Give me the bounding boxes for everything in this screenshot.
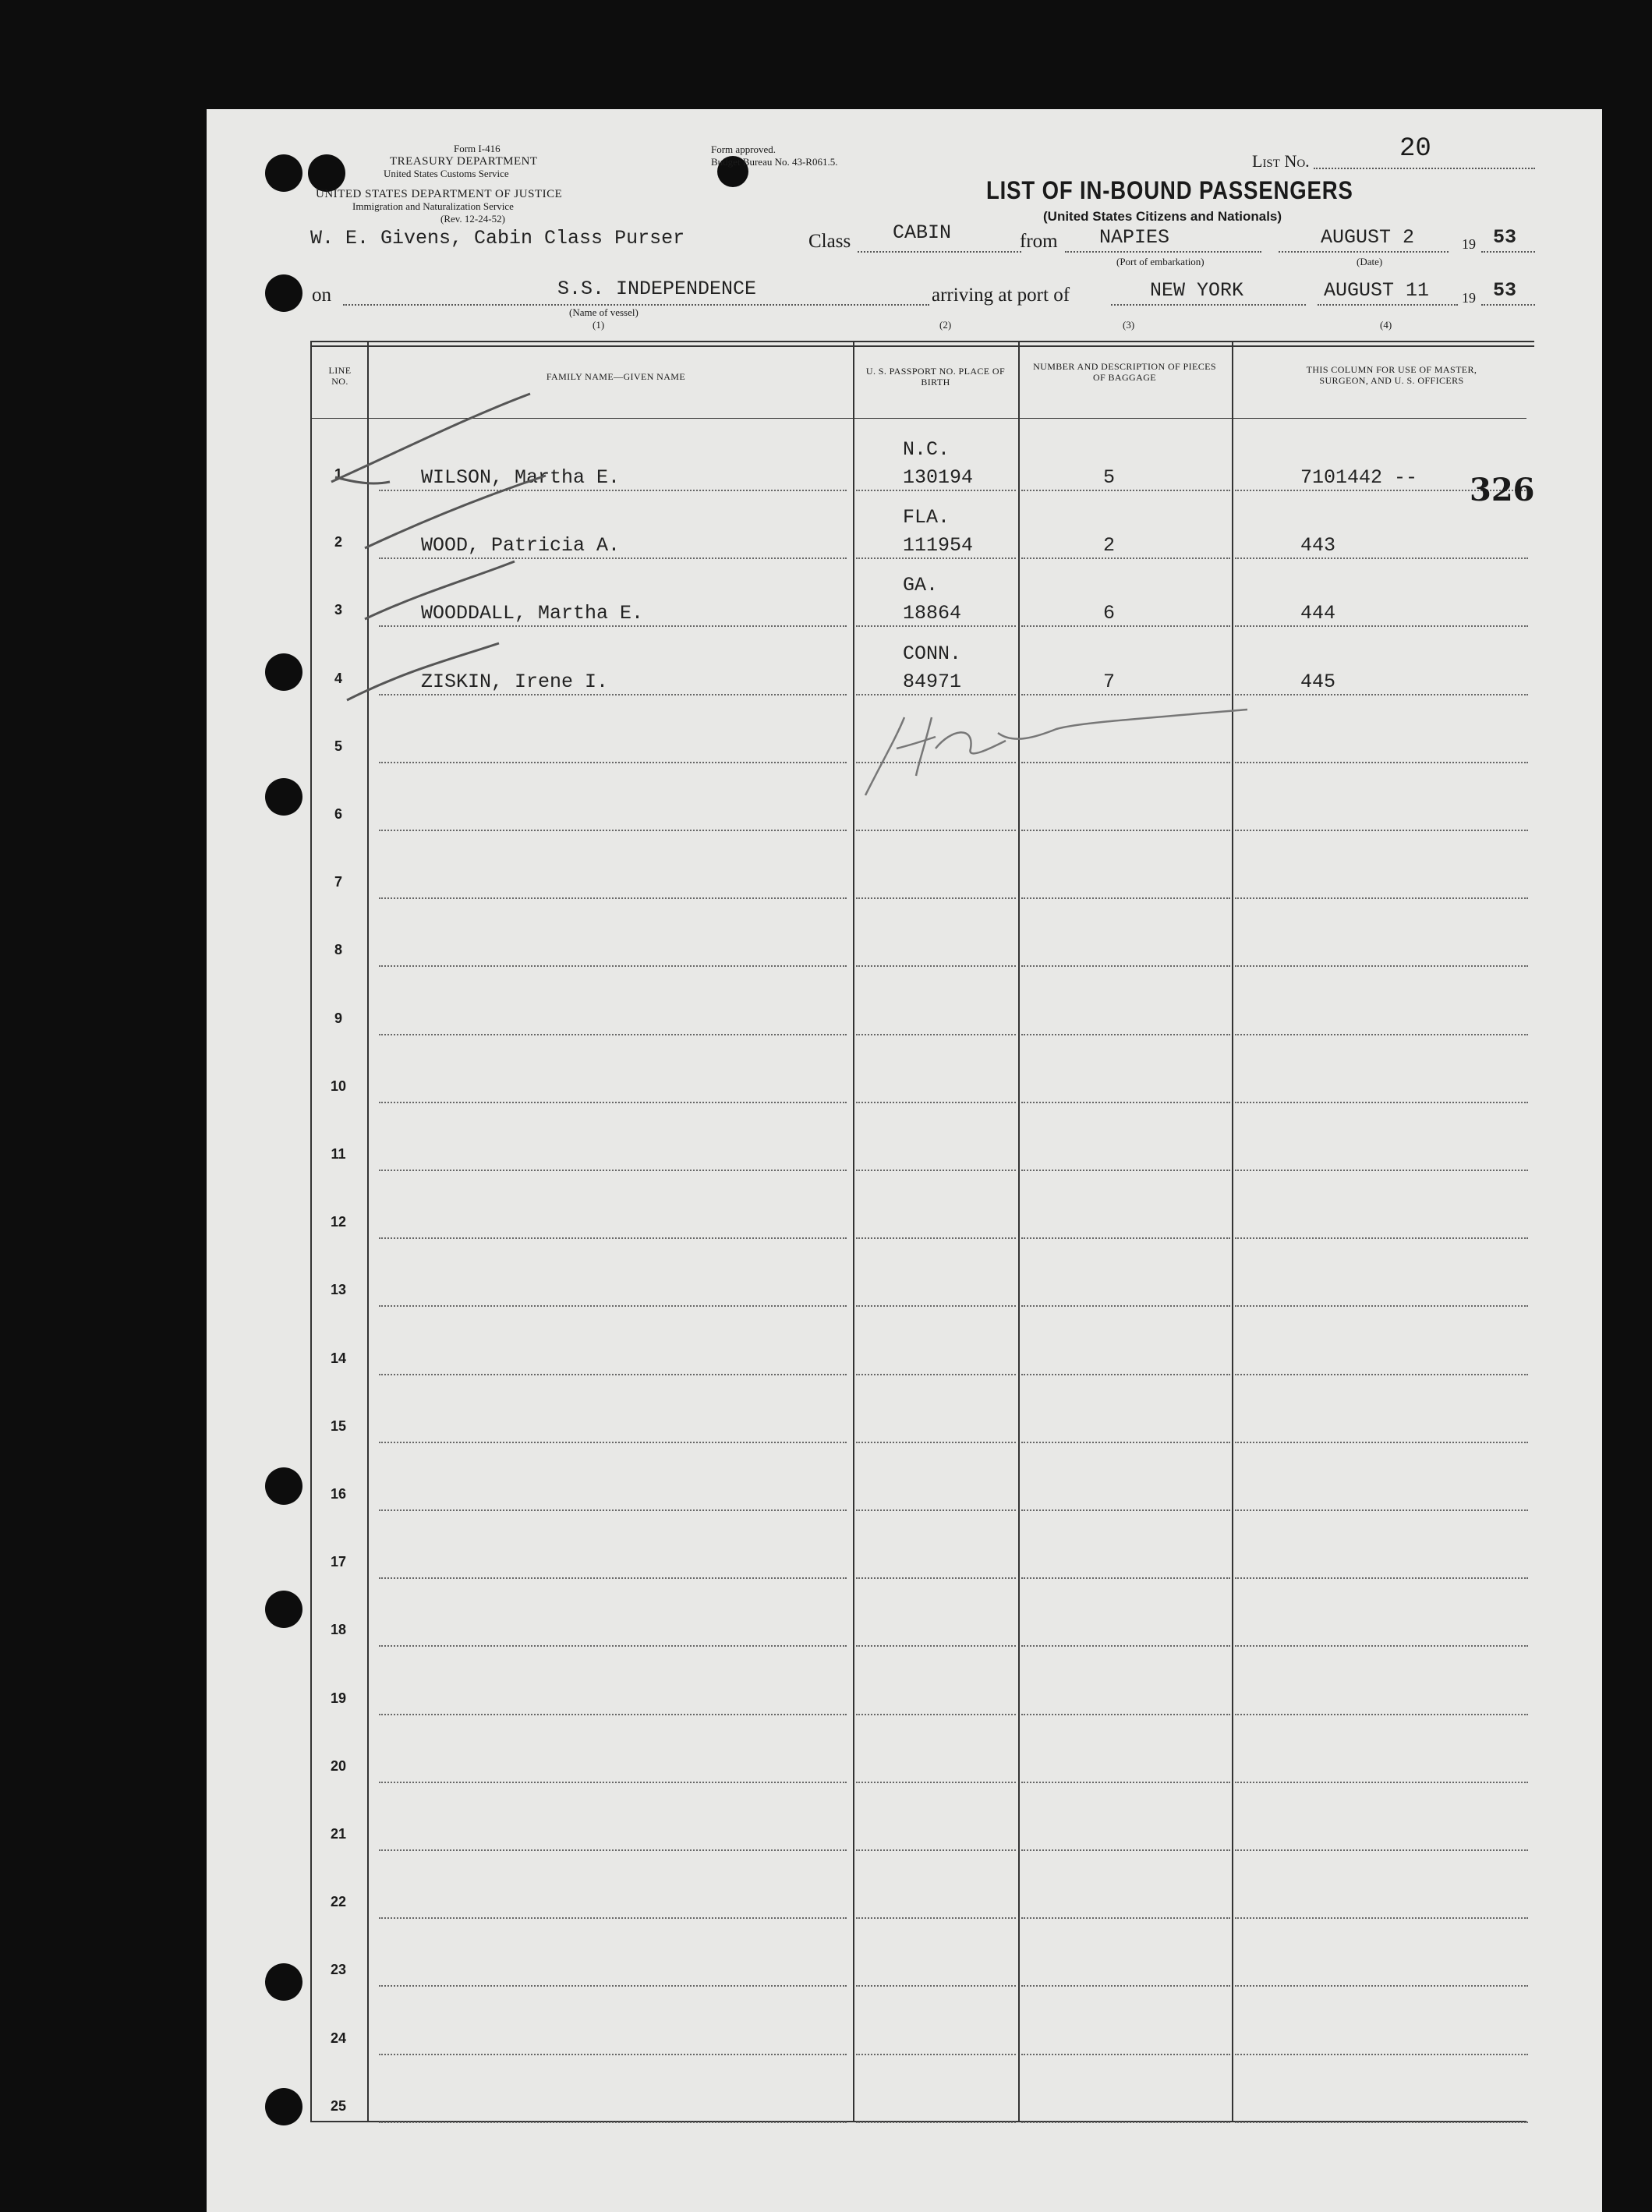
officer-notation: 443 xyxy=(1300,534,1336,557)
row-rule xyxy=(856,1305,1016,1307)
row-rule xyxy=(1021,897,1230,899)
row-rule xyxy=(379,1170,847,1171)
row-rule xyxy=(856,1985,1016,1987)
embarkation-year: 53 xyxy=(1493,226,1517,249)
officer-notation: 444 xyxy=(1300,602,1336,625)
table-top-border xyxy=(310,345,1534,347)
punch-hole xyxy=(265,274,302,312)
row-rule xyxy=(856,1374,1016,1375)
row-rule xyxy=(379,1577,847,1579)
row-rule xyxy=(1235,1442,1528,1443)
passenger-name: WILSON, Martha E. xyxy=(421,466,621,489)
vessel-caption-number: (1) xyxy=(593,319,605,331)
place-of-birth: GA. xyxy=(903,574,939,597)
row-rule xyxy=(1021,1170,1230,1171)
row-rule xyxy=(1235,1714,1528,1715)
row-rule xyxy=(856,830,1016,831)
ins-service: Immigration and Naturalization Service xyxy=(352,200,514,212)
table-left-border xyxy=(310,341,312,2122)
row-rule xyxy=(379,1374,847,1375)
punch-hole xyxy=(265,778,302,816)
row-rule xyxy=(1021,1985,1230,1987)
line-number: 18 xyxy=(330,1622,347,1638)
place-of-birth: N.C. xyxy=(903,438,950,461)
line-number: 23 xyxy=(330,1962,347,1978)
row-rule xyxy=(1235,1034,1528,1035)
line-number: 17 xyxy=(330,1554,347,1570)
row-rule xyxy=(856,1170,1016,1171)
row-rule xyxy=(856,2122,1016,2123)
punch-hole xyxy=(265,653,302,691)
row-rule xyxy=(1235,1577,1528,1579)
column-4-number: (4) xyxy=(1380,319,1392,331)
place-of-birth: CONN. xyxy=(903,642,962,665)
year-prefix: 19 xyxy=(1462,290,1476,306)
row-rule xyxy=(1021,694,1230,695)
row-rule xyxy=(1021,1374,1230,1375)
row-rule xyxy=(1021,1034,1230,1035)
column-2-number: (2) xyxy=(939,319,952,331)
punch-hole xyxy=(265,154,302,192)
row-rule xyxy=(1021,1305,1230,1307)
line-number: 16 xyxy=(330,1486,347,1502)
row-rule xyxy=(1235,1645,1528,1647)
place-of-birth: FLA. xyxy=(903,506,950,529)
row-rule xyxy=(856,1849,1016,1851)
passport-number: 18864 xyxy=(903,602,962,625)
passport-number: 84971 xyxy=(903,670,962,693)
line-number: 6 xyxy=(334,806,342,822)
row-rule xyxy=(1235,1782,1528,1783)
punch-hole xyxy=(265,1963,302,2001)
row-rule xyxy=(856,1237,1016,1239)
line-number: 3 xyxy=(334,602,342,618)
line-number: 2 xyxy=(334,534,342,550)
margin-note: 326 xyxy=(1470,472,1535,508)
line-number: 25 xyxy=(330,2097,347,2114)
revision-date: (Rev. 12-24-52) xyxy=(440,213,505,225)
row-rule xyxy=(1235,762,1528,763)
row-rule xyxy=(1021,1442,1230,1443)
row-rule xyxy=(379,1034,847,1035)
embarkation-date: AUGUST 2 xyxy=(1321,226,1415,249)
row-rule xyxy=(379,557,847,559)
row-rule xyxy=(1021,1577,1230,1579)
arrival-year: 53 xyxy=(1493,279,1517,302)
column-divider xyxy=(1018,341,1020,2122)
line-number: 10 xyxy=(330,1078,347,1094)
row-rule xyxy=(379,490,847,491)
row-rule xyxy=(379,830,847,831)
line-number: 4 xyxy=(334,670,342,686)
passenger-name: WOODDALL, Martha E. xyxy=(421,602,644,625)
on-label: on xyxy=(312,285,331,306)
column-3-number: (3) xyxy=(1123,319,1135,331)
port-caption: (Port of embarkation) xyxy=(1116,256,1205,267)
row-rule xyxy=(1235,1170,1528,1171)
baggage-count: 7 xyxy=(1103,670,1116,693)
row-rule xyxy=(1021,1714,1230,1715)
row-rule xyxy=(379,1509,847,1511)
header-line-no: LINE NO. xyxy=(328,365,352,387)
row-rule xyxy=(1235,1509,1528,1511)
row-rule xyxy=(856,557,1016,559)
row-rule xyxy=(856,897,1016,899)
row-rule xyxy=(1235,1374,1528,1375)
line-number: 8 xyxy=(334,942,342,958)
row-rule xyxy=(856,1645,1016,1647)
passenger-name: WOOD, Patricia A. xyxy=(421,534,621,557)
line-number: 21 xyxy=(330,1826,347,1842)
row-rule xyxy=(1021,490,1230,491)
class-label: Class xyxy=(808,231,851,252)
row-rule xyxy=(1021,1917,1230,1919)
row-rule xyxy=(1235,557,1528,559)
row-rule xyxy=(1021,1782,1230,1783)
row-rule xyxy=(856,1577,1016,1579)
passenger-name: ZISKIN, Irene I. xyxy=(421,670,609,693)
baggage-count: 6 xyxy=(1103,602,1116,625)
row-rule xyxy=(379,1305,847,1307)
row-rule xyxy=(856,1034,1016,1035)
header-underline xyxy=(310,418,1526,419)
baggage-count: 2 xyxy=(1103,534,1116,557)
row-rule xyxy=(379,1102,847,1103)
line-number: 14 xyxy=(330,1350,347,1366)
list-number-label: List No. xyxy=(1252,151,1310,171)
passport-number: 130194 xyxy=(903,466,974,489)
form-approved: Form approved. xyxy=(711,143,776,155)
column-divider xyxy=(1232,341,1233,2122)
punch-hole xyxy=(308,154,345,192)
vessel-caption: (Name of vessel) xyxy=(569,306,639,318)
passport-number: 111954 xyxy=(903,534,974,557)
row-rule xyxy=(1021,1509,1230,1511)
line-number: 22 xyxy=(330,1894,347,1910)
line-number: 5 xyxy=(334,738,342,754)
row-rule xyxy=(1021,830,1230,831)
row-rule xyxy=(379,1985,847,1987)
arrival-date: AUGUST 11 xyxy=(1324,279,1430,302)
line-number: 12 xyxy=(330,1214,347,1230)
officer-notation: 7101442 -- xyxy=(1300,466,1418,489)
date-caption: (Date) xyxy=(1357,256,1383,267)
row-rule xyxy=(856,694,1016,695)
row-rule xyxy=(856,2054,1016,2055)
document-page xyxy=(207,109,1602,2212)
row-rule xyxy=(1021,557,1230,559)
row-rule xyxy=(1235,1102,1528,1103)
arriving-label: arriving at port of xyxy=(932,285,1070,306)
header-family-name: FAMILY NAME—GIVEN NAME xyxy=(546,371,686,382)
header-officers: THIS COLUMN FOR USE OF MASTER, SURGEON, AND U. S. OFFICERS xyxy=(1306,364,1477,386)
line-number: 9 xyxy=(334,1010,342,1026)
from-label: from xyxy=(1020,231,1058,252)
purser-name: W. E. Givens, Cabin Class Purser xyxy=(310,227,685,250)
row-rule xyxy=(856,762,1016,763)
line-number: 15 xyxy=(330,1417,347,1434)
row-rule xyxy=(379,897,847,899)
row-rule xyxy=(1021,2122,1230,2123)
row-rule xyxy=(379,1782,847,1783)
row-rule xyxy=(379,2054,847,2055)
row-rule xyxy=(1235,965,1528,967)
class-value: CABIN xyxy=(893,221,952,244)
customs-service: United States Customs Service xyxy=(384,168,509,179)
punch-hole xyxy=(265,1591,302,1628)
row-rule xyxy=(1021,1849,1230,1851)
row-rule xyxy=(856,1782,1016,1783)
document-subtitle: (United States Citizens and Nationals) xyxy=(1043,209,1282,224)
table-top-border xyxy=(310,341,1534,342)
row-rule xyxy=(379,762,847,763)
header-passport: U. S. PASSPORT NO. PLACE OF BIRTH xyxy=(865,366,1006,388)
row-rule xyxy=(379,625,847,627)
arrival-port: NEW YORK xyxy=(1150,279,1244,302)
row-rule xyxy=(1235,625,1528,627)
form-number: Form I-416 xyxy=(454,143,501,154)
row-rule xyxy=(856,965,1016,967)
row-rule xyxy=(856,1917,1016,1919)
row-rule xyxy=(379,2122,847,2123)
row-rule xyxy=(1021,625,1230,627)
row-rule xyxy=(379,1849,847,1851)
punch-hole xyxy=(265,2088,302,2125)
column-divider xyxy=(853,341,854,2122)
row-rule xyxy=(1235,694,1528,695)
row-rule xyxy=(1235,897,1528,899)
row-rule xyxy=(1235,830,1528,831)
column-divider xyxy=(367,341,369,2122)
row-rule xyxy=(856,1442,1016,1443)
port-of-embarkation: NAPIES xyxy=(1099,226,1170,249)
row-rule xyxy=(1235,1305,1528,1307)
treasury-department: TREASURY DEPARTMENT xyxy=(390,155,538,168)
row-rule xyxy=(1235,2054,1528,2055)
row-rule xyxy=(1235,1985,1528,1987)
row-rule xyxy=(379,1442,847,1443)
line-number: 13 xyxy=(330,1282,347,1298)
row-rule xyxy=(1021,1237,1230,1239)
row-rule xyxy=(379,965,847,967)
row-rule xyxy=(856,1509,1016,1511)
vessel-name: S.S. INDEPENDENCE xyxy=(557,278,757,300)
row-rule xyxy=(856,1714,1016,1715)
baggage-count: 5 xyxy=(1103,466,1116,489)
line-number: 7 xyxy=(334,874,342,890)
officer-notation: 445 xyxy=(1300,670,1336,693)
row-rule xyxy=(1235,1237,1528,1239)
line-number: 19 xyxy=(330,1690,347,1706)
line-number: 11 xyxy=(331,1146,346,1162)
row-rule xyxy=(379,694,847,695)
row-rule xyxy=(379,1237,847,1239)
row-rule xyxy=(1021,1102,1230,1103)
row-rule xyxy=(379,1645,847,1647)
row-rule xyxy=(1235,2122,1528,2123)
row-rule xyxy=(1021,2054,1230,2055)
document-title: LIST OF IN-BOUND PASSENGERS xyxy=(986,176,1353,204)
line-number: 24 xyxy=(330,2030,347,2046)
row-rule xyxy=(1235,1917,1528,1919)
row-rule xyxy=(856,625,1016,627)
header-baggage: NUMBER AND DESCRIPTION OF PIECES OF BAGGAGE xyxy=(1033,361,1216,383)
row-rule xyxy=(856,1102,1016,1103)
row-rule xyxy=(1021,1645,1230,1647)
department-of-justice: UNITED STATES DEPARTMENT OF JUSTICE xyxy=(316,188,563,200)
line-number: 20 xyxy=(330,1757,347,1774)
row-rule xyxy=(379,1917,847,1919)
row-rule xyxy=(1021,965,1230,967)
row-rule xyxy=(379,1714,847,1715)
row-rule xyxy=(1235,1849,1528,1851)
line-number: 1 xyxy=(334,466,342,482)
budget-bureau: Budget Bureau No. 43-R061.5. xyxy=(711,156,838,168)
list-number: 20 xyxy=(1399,134,1431,164)
row-rule xyxy=(856,490,1016,491)
row-rule xyxy=(1021,762,1230,763)
punch-hole xyxy=(265,1467,302,1505)
year-prefix: 19 xyxy=(1462,236,1476,252)
